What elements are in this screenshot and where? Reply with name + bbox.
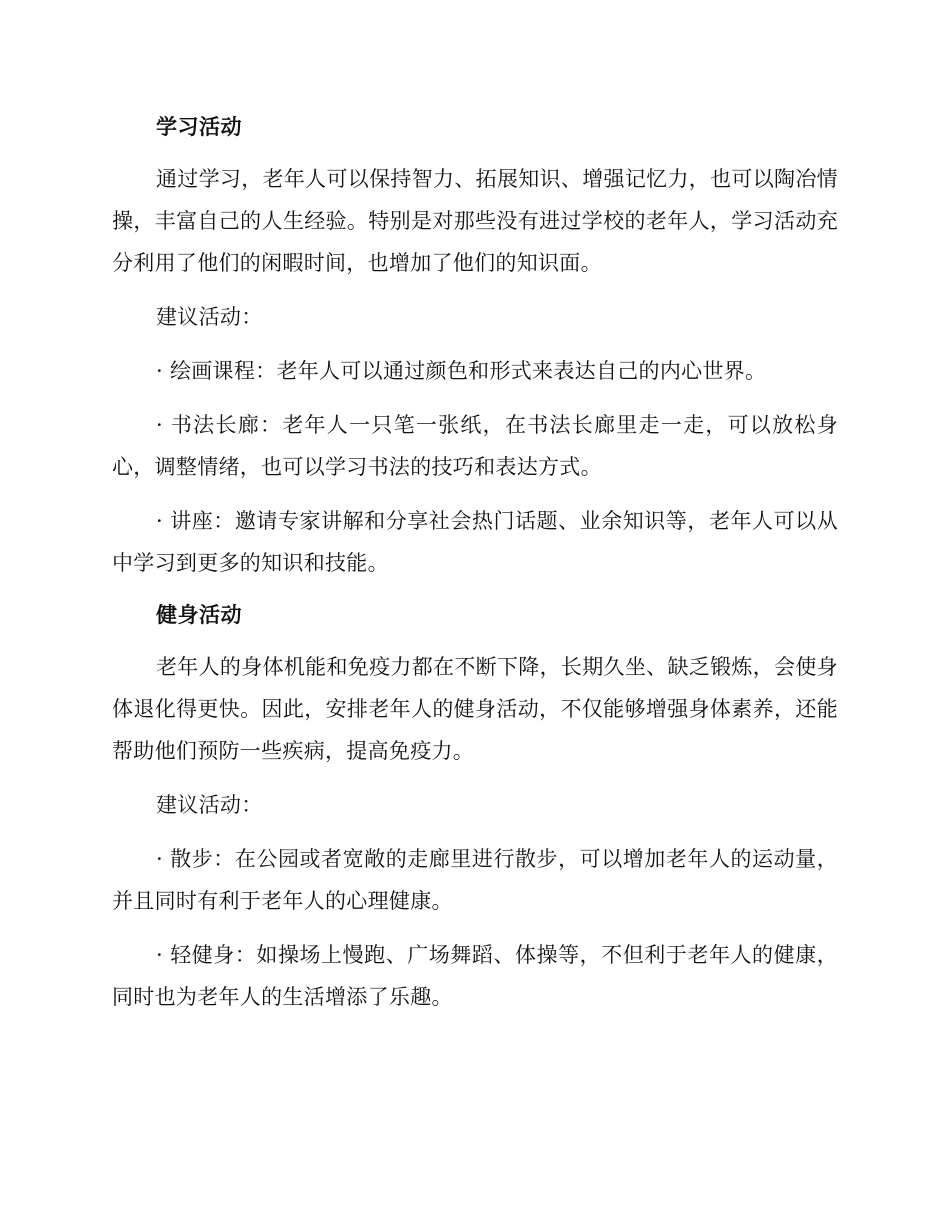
suggest-label: 建议活动： bbox=[156, 793, 263, 817]
section-learning bbox=[112, 108, 838, 584]
list-item: · 轻健身：如操场上慢跑、广场舞蹈、体操等，不但利于老年人的健康，同时也为老年人的生活增添了乐趣。 bbox=[112, 943, 838, 1009]
section-heading: 健身活动 bbox=[156, 603, 242, 627]
list-item: · 书法长廊：老年人一只笔一张纸，在书法长廊里走一走，可以放松身心，调整情绪，也可以学习书法的技巧和表达方式。 bbox=[112, 413, 838, 479]
suggest-label: 建议活动： bbox=[156, 305, 263, 329]
list-item: · 讲座：邀请专家讲解和分享社会热门话题、业余知识等，老年人可以从中学习到更多的知识和技能。 bbox=[112, 509, 838, 575]
list-item: · 绘画课程：老年人可以通过颜色和形式来表达自己的内心世界。 bbox=[156, 359, 767, 383]
section-fitness bbox=[112, 596, 838, 1018]
section-intro: 老年人的身体机能和免疫力都在不断下降，长期久坐、缺乏锻炼，会使身体退化得更快。因此，安排老年人的健身活动，不仅能够增强身体素养，还能帮助他们预防一些疾病，提高免疫力。 bbox=[112, 655, 838, 763]
list-item: · 散步：在公园或者宽敞的走廊里进行散步，可以增加老年人的运动量，并且同时有利于老年人的心理健康。 bbox=[112, 847, 838, 913]
section-intro: 通过学习，老年人可以保持智力、拓展知识、增强记忆力，也可以陶冶情操，丰富自己的人生经验。特别是对那些没有进过学校的老年人，学习活动充分利用了他们的闲暇时间，也增加了他们的知识面。 bbox=[112, 167, 838, 275]
section-heading: 学习活动 bbox=[156, 115, 242, 139]
document-body bbox=[112, 108, 838, 1030]
